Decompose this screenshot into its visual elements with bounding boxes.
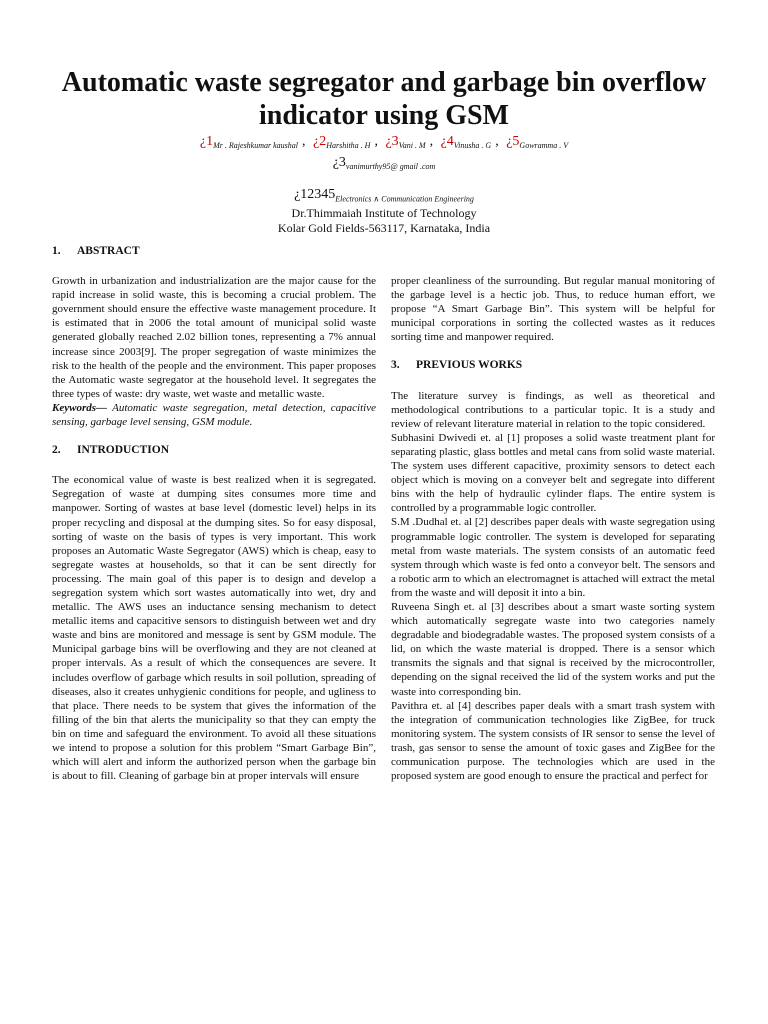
author-name: Gowramma . V [519, 141, 569, 150]
section-title: INTRODUCTION [77, 444, 170, 457]
introduction-continuation: proper cleanliness of the surrounding. But regular manual monitoring of the garbage level is a hectic job. Thus, to reduce human effort, we propose “A Smart Garbage Bin”. This system will be helpful for municipal corporations in sorting the collected wastes as it reduces sorting time and manpower required. [391, 275, 715, 344]
author-marker: ¿3 [385, 134, 399, 149]
keywords-text: Automatic waste segregation, metal detection, capacitive sensing, garbage level sensing, GSM module. [52, 401, 376, 429]
abstract-heading [52, 244, 376, 258]
introduction-body: The economical value of waste is best realized when it is segregated. Segregation of waste at dumping sites consumes more time and manpower. Sorting of wastes at base level (domestic level) helps in its proper recycling and disposal at the dumping sites. So for easy disposal, sorting of waste on the basis of types is very important. This work proposes an Automatic Waste Segregator (AWS) which is cheap, easy to segregate wastes at households, so that it can be sent directly for processing. The main goal of this paper is to design and develop a segregation system which sort wastes automatically into wet, dry and metallic. The AWS uses an inductance sensing mechanism to detect metallic items and capacitive sensors to distinguish between wet and dry waste and bins are monitored and message is sent by GSM module. The Municipal garbage bins will be overflowing and they are not cleaned at proper intervals. As a result of which the consequences are severe. It includes overflow of garbage which results in soil pollution, spreading of diseases, also it creates unhygienic conditions for people, and ugliness to that place. There needs to be system that gives the information of the filling of the bin that alerts the municipality so that they can empty the bin on time and safeguard the environment. To avoid all these situations we intend to propose a solution for this problem “Smart Garbage Bin”, which will alert and inform the authorized person when the garbage bin is about to fill. Cleaning of garbage bin at proper intervals will ensure [52, 474, 376, 783]
author-marker: ¿4 [440, 134, 454, 149]
author-4 [441, 134, 492, 149]
author-name: Harshitha . H [326, 141, 371, 150]
previous-works-paragraph: Subhasini Dwivedi et. al [1] proposes a solid waste treatment plant for separating plastic, glass bottles and metal cans from solid waste material. The system uses different capacitive, proximity sensors to detect each object which is moving on a conveyer belt and segregate into different bins with the help of hydraulic cylinder flaps. The entire system is controlled by a programmable logic controller. [391, 431, 715, 515]
author-2 [313, 134, 370, 149]
paper-title: Automatic waste segregator and garbage bin overflow indicator using GSM [61, 67, 707, 131]
author-name: Vinusha . G [453, 141, 492, 150]
author-marker: ¿1 [199, 134, 214, 149]
previous-works-paragraph: Ruveena Singh et. al [3] describes about a smart waste sorting system which automatically segregate waste into two categories namely degradable and biodegradable wastes. The proposed system consists of a lid, on which the waste material is dropped. There is a sensor which transmits the signals and that signal is received by the microcontroller, depending on the signal received the lid of the system works and put the waste into corresponding bin. [391, 600, 715, 698]
left-column [52, 244, 376, 783]
institute-address: Kolar Gold Fields-563117, Karnataka, India [277, 221, 491, 236]
keywords [52, 401, 376, 429]
author-line: ¿$1_{Mr . Rajeshkumar kaushal}$ , ¿$2_{Harshitha . H}$ , ¿$3_{Vani . M}$ , ¿$4_{Vinusha . G}$ , ¿$5_{Gowramma . V}$ [199, 134, 569, 150]
author-name: Mr . Rajeshkumar kaushal [213, 141, 299, 150]
section-title: ABSTRACT [77, 245, 140, 257]
keywords-label: Keywords— [52, 401, 107, 414]
previous-works-paragraph: Pavithra et. al [4] describes paper deals with a smart trash system with the integration of communication technologies like ZigBee, for truck monitoring system. The system consists of IR sensor to sense the level of trash, gas sensor to sense the amount of toxic gases and ZigBee for the communication purpose. The technologies which are used in the proposed system are good enough to ensure the practical and perfect for [391, 699, 715, 783]
department-name: Electronics ∧ Communication Engineering [335, 194, 474, 204]
email-line [40, 154, 728, 175]
author-marker: ¿5 [506, 134, 520, 149]
institute-name: Dr.Thimmaiah Institute of Technology [291, 206, 477, 221]
introduction-heading [52, 443, 376, 457]
author-name: Vani . M [398, 141, 426, 150]
right-column [391, 274, 715, 783]
section-title: PREVIOUS WORKS [416, 359, 523, 372]
department-marker: ¿12345 [294, 187, 336, 202]
author-marker: ¿2 [313, 134, 327, 149]
department-line [40, 187, 728, 206]
affiliation [40, 187, 728, 236]
author-1 [200, 134, 298, 149]
author-3 [385, 134, 425, 149]
email-marker: ¿3 [332, 155, 346, 170]
section-number: 2. [52, 444, 61, 457]
email-address: vanimurthy95@ gmail .com [345, 162, 436, 171]
author-list [40, 133, 728, 175]
section-number: 1. [52, 245, 61, 257]
previous-works-paragraph: The literature survey is findings, as well as theoretical and methodological contributions to a particular topic. It is a study and review of relevant literature material in relation to the topic considered. [391, 389, 715, 430]
previous-works-paragraph: S.M .Dudhal et. al [2] describes paper deals with waste segregation using programmable logic controller. The system is developed for separating metal from waste materials. The system consists of an automatic feed system through which waste is fed onto a conveyor belt. The sensors and a robotic arm to which an electromagnet is attached will extract the metal from the waste and will deposit it into a bin. [391, 516, 715, 599]
section-number: 3. [391, 359, 400, 372]
previous-works-heading [391, 358, 715, 372]
abstract-body: Growth in urbanization and industrialization are the major cause for the rapid increase in solid waste, this is becoming a crucial problem. The government should ensure the effective waste management procedure. It is estimated that in 2006 the total amount of municipal solid waste generated globally reached 2.02 billion tones, representing a 7% annual increase since 2003[9]. The proper segregation of waste minimizes the risk to the health of the people and the environment. This paper proposes the Automatic waste segregator at the household level. It segregates the three types of waste: dry waste, wet waste and metallic waste. [52, 275, 376, 400]
author-5 [506, 134, 568, 149]
